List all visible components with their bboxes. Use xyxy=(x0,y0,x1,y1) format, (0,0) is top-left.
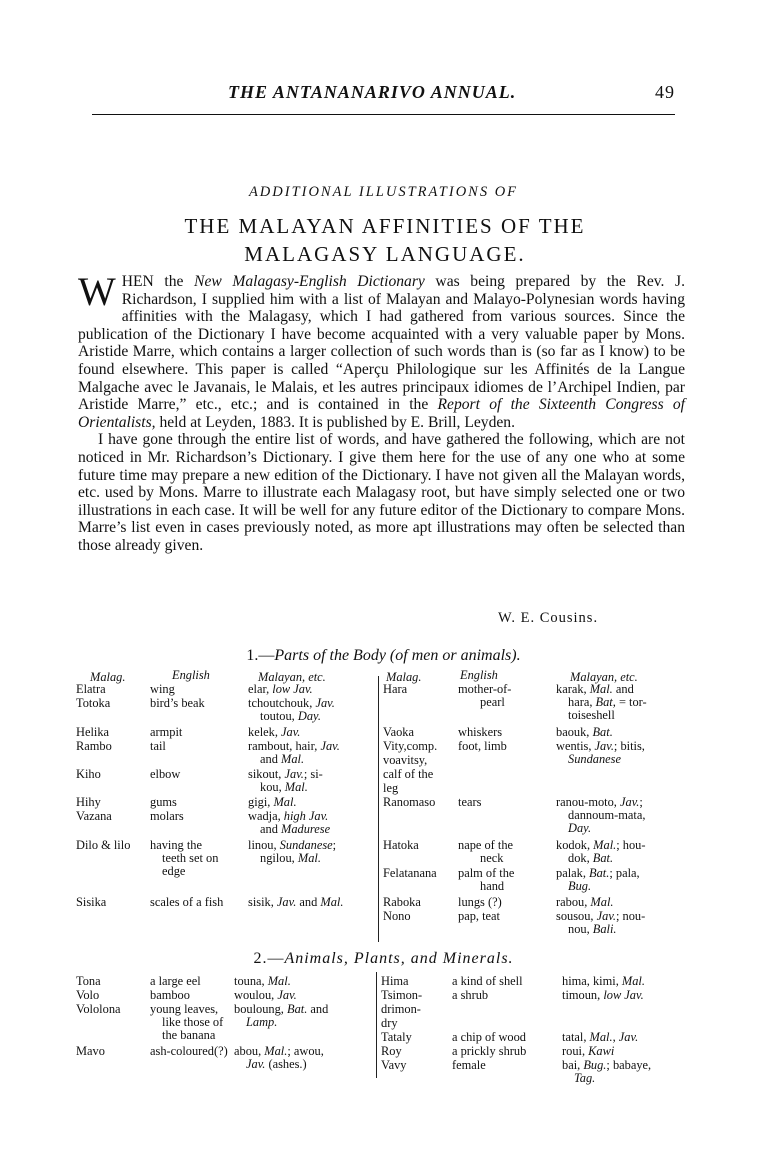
col-header-malayan-left: Malayan, etc. xyxy=(258,670,326,684)
table-row-malag: voavitsy, xyxy=(383,753,428,767)
article-body xyxy=(78,269,686,555)
table-row-english: bird’s beak xyxy=(150,696,205,710)
col-header-english-left: English xyxy=(172,668,210,682)
section-1-title xyxy=(0,647,767,665)
table-row-malag: Volo xyxy=(76,988,100,1002)
table-row-english: armpit xyxy=(150,725,183,739)
table-row-malag: drimon- xyxy=(381,1002,421,1016)
table-row-malayan: palak, Bat.; pala, Bug. xyxy=(556,866,640,894)
table-row-english: gums xyxy=(150,795,177,809)
table-row-english: molars xyxy=(150,809,184,823)
table-row-malayan: hima, kimi, Mal. xyxy=(562,974,645,988)
table-row-english: a chip of wood xyxy=(452,1030,526,1044)
table-row-english: mother-of- pearl xyxy=(458,682,512,710)
table-row-english: lungs (?) xyxy=(458,895,502,909)
table-row-malag: Hihy xyxy=(76,795,101,809)
table-row-malayan: elar, low Jav. xyxy=(248,682,313,696)
table-row-english: scales of a fish xyxy=(150,895,224,909)
table-row-malag: calf of the xyxy=(383,767,434,781)
table-row-malag: dry xyxy=(381,1016,398,1030)
title-line-2: MALAGASY LANGUAGE. xyxy=(244,242,526,266)
table-row-english: whiskers xyxy=(458,725,503,739)
article-title xyxy=(80,212,690,268)
p1-part-b: was being prepared by the Rev. J. Richardson, I supplied him with a list of Malayan and Malayo-Polynesian words having affinities with the Malagasy, which I had gathered from various sources. Since the publication of the Dictionary I have become acquainted with a very valuable paper by Mons. Aristide Marre, which contains a larger collection of such words than is (so far as I know) to be found elsewhere. This paper is called “Aperçu Philologique sur les Affinités de la Langue Malgache avec le Javanais, le Malais, et les autres principaux idiomes de l’Archipel Indien, par Aristide Marre,” etc., etc.; and is contained in the xyxy=(78,273,685,414)
table-row-malag: Hima xyxy=(381,974,409,988)
table-row-english: young leaves, like those of the banana xyxy=(150,1002,224,1043)
table-row-english: tears xyxy=(458,795,482,809)
running-title: THE ANTANANARIVO ANNUAL. xyxy=(228,82,517,102)
table-row-malag: leg xyxy=(383,781,399,795)
signature: W. E. Cousins. xyxy=(498,610,599,626)
table-row-malayan: linou, Sundanese; ngilou, Mal. xyxy=(248,838,337,866)
section-2-title xyxy=(0,950,767,968)
table-row-english: tail xyxy=(150,739,166,753)
table-row-malag: Hara xyxy=(383,682,408,696)
table-row-english: a shrub xyxy=(452,988,489,1002)
article-kicker: ADDITIONAL ILLUSTRATIONS OF xyxy=(248,184,519,200)
table-row-english: a kind of shell xyxy=(452,974,523,988)
table-row-malayan: roui, Kawi xyxy=(562,1044,615,1058)
section-2-heading: Animals, Plants, and Minerals. xyxy=(284,950,514,967)
table-row-malag: Vololona xyxy=(76,1002,121,1016)
section-1-number: 1.— xyxy=(246,647,275,664)
section-1-heading: Parts of the Body (of men or animals). xyxy=(274,647,521,664)
table-row-english: a large eel xyxy=(150,974,201,988)
p1-part-c: held at Leyden, 1883. It is published by E. Brill, Leyden. xyxy=(155,413,516,431)
table-row-malayan: bai, Bug.; babaye, Tag. xyxy=(562,1058,652,1086)
table-row-malag: Hatoka xyxy=(383,838,419,852)
table-row-english: a prickly shrub xyxy=(452,1044,527,1058)
table-row-malayan: gigi, Mal. xyxy=(248,795,297,809)
section-1-column-rule xyxy=(378,676,379,942)
drop-cap: W xyxy=(78,269,116,314)
table-row-malag: Vavy xyxy=(381,1058,407,1072)
table-row-malayan: wadja, high Jav. and Madurese xyxy=(248,809,331,837)
table-row-english: elbow xyxy=(150,767,181,781)
table-row-malag: Sisika xyxy=(76,895,107,909)
table-row-malag: Vazana xyxy=(76,809,112,823)
table-row-malag: Vaoka xyxy=(383,725,414,739)
report-title: Report of the Sixteenth Congress of Orientalists, xyxy=(78,396,686,431)
section-2-column-rule xyxy=(376,972,377,1078)
table-row-english: female xyxy=(452,1058,486,1072)
table-row-malayan: touna, Mal. xyxy=(234,974,291,988)
table-row-english: bamboo xyxy=(150,988,190,1002)
table-row-malag: Felatanana xyxy=(383,866,437,880)
table-row-malayan: baouk, Bat. xyxy=(556,725,613,739)
table-row-malayan: sisik, Jav. and Mal. xyxy=(248,895,344,909)
table-row-english: foot, limb xyxy=(458,739,507,753)
col-header-malayan-right: Malayan, etc. xyxy=(570,670,638,684)
col-header-malag-right: Malag. xyxy=(386,670,422,684)
table-row-english: ash-coloured(?) xyxy=(150,1044,228,1058)
table-row-malayan: sousou, Jav.; nou- nou, Bali. xyxy=(556,909,646,937)
paragraph-2: I have gone through the entire list of words, and have gathered the following, which are not noticed in Mr. Richardson’s Dictionary. I give them here for the use of any one who at some future time may prepare a new edition of the Dictionary. I have not given all the Malayan words, etc. used by Mons. Marre to illustrate each Malagasy root, but have simply selected one or two illustrations in each case. It will be well for any future editor of the Dictionary to compare Mons. Marre’s list even in cases previously noted, as more apt illustrations may often be selected than those already given. xyxy=(78,431,685,554)
table-row-malag: Totoka xyxy=(76,696,111,710)
table-row-malag: Vity,comp. xyxy=(383,739,438,753)
table-row-malag: Nono xyxy=(383,909,411,923)
section-2-number: 2.— xyxy=(253,950,285,967)
page-number: 49 xyxy=(655,82,675,102)
table-row-english: nape of the neck xyxy=(458,838,514,866)
table-row-malayan: kodok, Mal.; hou- dok, Bat. xyxy=(556,838,646,866)
table-row-malag: Tsimon- xyxy=(381,988,423,1002)
table-row-english: having the teeth set on edge xyxy=(150,838,219,879)
table-row-english: palm of the hand xyxy=(458,866,515,894)
table-row-malayan: woulou, Jav. xyxy=(234,988,297,1002)
table-row-malayan: tchoutchouk, Jav. toutou, Day. xyxy=(248,696,335,724)
table-row-malayan: sikout, Jav.; si- kou, Mal. xyxy=(248,767,323,795)
title-line-1: THE MALAYAN AFFINITIES OF THE xyxy=(184,214,586,238)
table-row-malayan: ranou-moto, Jav.; dannoum-mata, Day. xyxy=(556,795,646,836)
table-row-malag: Mavo xyxy=(76,1044,105,1058)
table-row-malayan: wentis, Jav.; bitis, Sundanese xyxy=(556,739,645,767)
table-row-english: pap, teat xyxy=(458,909,500,923)
table-row-malayan: abou, Mal.; awou, Jav. (ashes.) xyxy=(234,1044,324,1072)
table-row-malag: Ranomaso xyxy=(383,795,436,809)
col-header-english-right: English xyxy=(460,668,498,682)
table-row-malag: Tataly xyxy=(381,1030,412,1044)
dictionary-title: New Malagasy-English Dictionary xyxy=(194,273,425,290)
table-row-malag: Raboka xyxy=(383,895,421,909)
table-row-english: wing xyxy=(150,682,175,696)
col-header-malag-left: Malag. xyxy=(90,670,126,684)
header-rule xyxy=(92,114,675,115)
table-row-malayan: tatal, Mal., Jav. xyxy=(562,1030,639,1044)
paragraph-1 xyxy=(78,269,686,431)
table-row-malag: Kiho xyxy=(76,767,101,781)
p1-part-a: HEN the xyxy=(121,273,195,290)
table-row-malag: Rambo xyxy=(76,739,112,753)
table-row-malag: Roy xyxy=(381,1044,402,1058)
table-row-malayan: karak, Mal. and hara, Bat, = tor- toiseshell xyxy=(556,682,647,723)
table-row-malayan: timoun, low Jav. xyxy=(562,988,644,1002)
table-row-malag: Helika xyxy=(76,725,110,739)
table-row-malag: Elatra xyxy=(76,682,106,696)
table-row-malag: Dilo & lilo xyxy=(76,838,131,852)
table-row-malayan: rambout, hair, Jav. and Mal. xyxy=(248,739,340,767)
table-row-malayan: rabou, Mal. xyxy=(556,895,614,909)
table-row-malayan: kelek, Jav. xyxy=(248,725,301,739)
table-row-malayan: bouloung, Bat. and Lamp. xyxy=(234,1002,329,1030)
table-row-malag: Tona xyxy=(76,974,101,988)
